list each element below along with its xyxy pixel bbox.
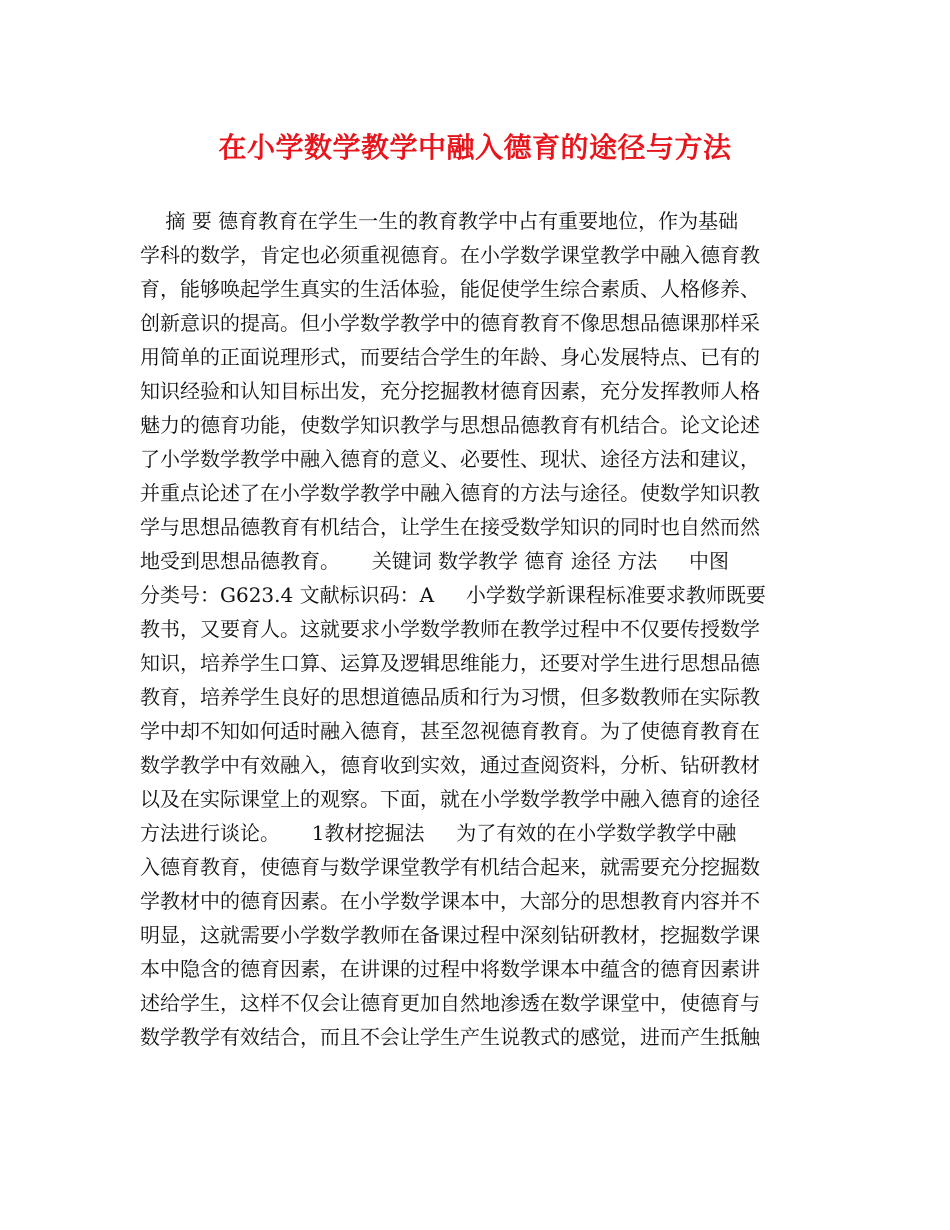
body-text-line: 教育，培养学生良好的思想道德品质和行为习惯，但多数教师在实际教 [140, 685, 760, 709]
body-text-line: 魅力的德育功能，使数学知识教学与思想品德教育有机结合。论文论述 [140, 413, 760, 437]
document-title: 在小学数学教学中融入德育的途径与方法 [218, 131, 732, 164]
body-text-line: 并重点论述了在小学数学教学中融入德育的方法与途径。使数学知识教 [140, 481, 760, 505]
body-text-line: 本中隐含的德育因素，在讲课的过程中将数学课本中蕴含的德育因素讲 [140, 957, 760, 981]
body-text-line: 数学教学中有效融入，德育收到实效，通过查阅资料，分析、钻研教材 [140, 753, 760, 777]
body-text-line: 学与思想品德教育有机结合，让学生在接受数学知识的同时也自然而然 [140, 515, 760, 539]
body-text-line: 学中却不知如何适时融入德育，甚至忽视德育教育。为了使德育教育在 [140, 719, 760, 743]
body-text-line: 地受到思想品德教育。 关键词 数学教学 德育 途径 方法 中图 [140, 549, 730, 573]
body-text-line: 述给学生，这样不仅会让德育更加自然地渗透在数学课堂中，使德育与 [140, 991, 760, 1015]
body-text-line: 学科的数学，肯定也必须重视德育。在小学数学课堂教学中融入德育教 [140, 243, 760, 267]
body-text-line: 用简单的正面说理形式，而要结合学生的年龄、身心发展特点、已有的 [140, 345, 760, 369]
body-text-line: 学教材中的德育因素。在小学数学课本中，大部分的思想教育内容并不 [140, 889, 760, 913]
body-text-line: 分类号：G623.4 文献标识码：A 小学数学新课程标准要求教师既要 [140, 583, 766, 607]
body-text-line: 知识，培养学生口算、运算及逻辑思维能力，还要对学生进行思想品德 [140, 651, 760, 675]
body-text-line: 方法进行谈论。 1教材挖掘法 为了有效的在小学数学教学中融 [140, 821, 737, 845]
body-text-line: 摘 要 德育教育在学生一生的教育教学中占有重要地位，作为基础 [140, 209, 739, 233]
body-text-line: 明显，这就需要小学数学教师在备课过程中深刻钻研教材，挖掘数学课 [140, 923, 760, 947]
body-text-line: 了小学数学教学中融入德育的意义、必要性、现状、途径方法和建议， [140, 447, 760, 471]
body-text-line: 入德育教育，使德育与数学课堂教学有机结合起来，就需要充分挖掘数 [140, 855, 760, 879]
body-text-line: 以及在实际课堂上的观察。下面，就在小学数学教学中融入德育的途径 [140, 787, 760, 811]
body-text-line: 知识经验和认知目标出发，充分挖掘教材德育因素，充分发挥教师人格 [140, 379, 760, 403]
body-text-line: 育，能够唤起学生真实的生活体验，能促使学生综合素质、人格修养、 [140, 277, 760, 301]
document-body [140, 204, 820, 1054]
body-text-line: 数学教学有效结合，而且不会让学生产生说教式的感觉，进而产生抵触 [140, 1025, 760, 1049]
body-text-line: 教书，又要育人。这就要求小学数学教师在教学过程中不仅要传授数学 [140, 617, 760, 641]
body-text-line: 创新意识的提高。但小学数学教学中的德育教育不像思想品德课那样采 [140, 311, 760, 335]
